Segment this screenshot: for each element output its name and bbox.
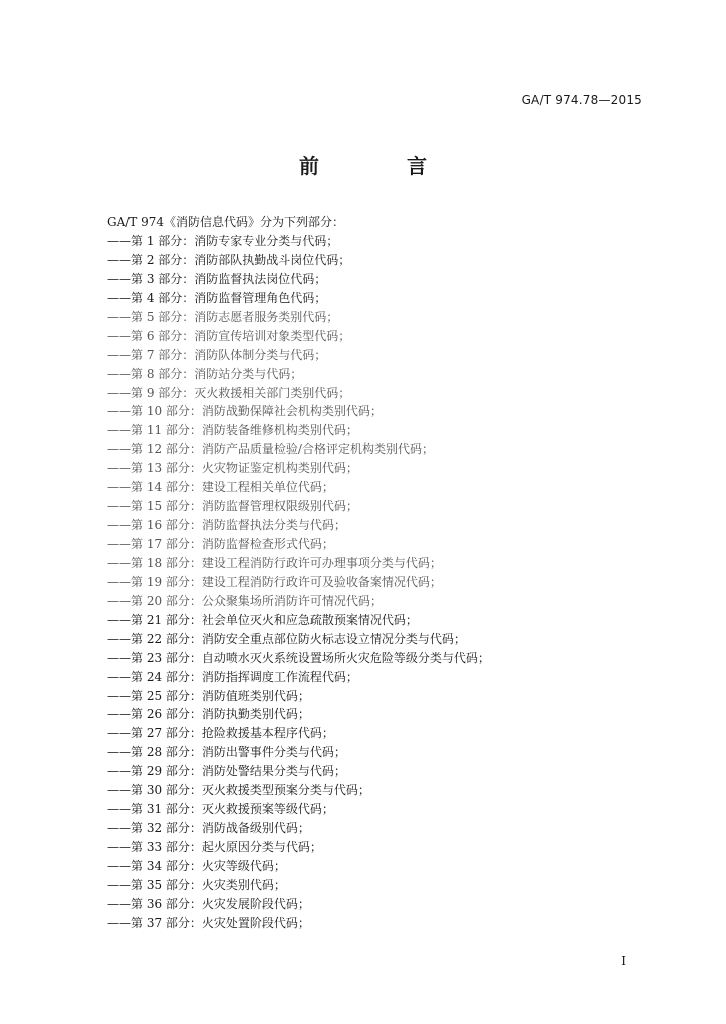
- list-item: ——第 22 部分：消防安全重点部位防火标志设立情况分类与代码；: [107, 631, 466, 646]
- list-item: ——第 30 部分：灭火救援类型预案分类与代码；: [107, 783, 370, 798]
- list-item: ——第 31 部分：灭火救援预案等级代码；: [107, 802, 334, 817]
- list-item: ——第 15 部分：消防监督管理权限级别代码；: [107, 499, 358, 514]
- list-item: ——第 2 部分：消防部队执勤战斗岗位代码；: [107, 252, 351, 267]
- list-item: ——第 16 部分：消防监督执法分类与代码；: [107, 518, 346, 533]
- page-number: I: [621, 954, 626, 968]
- list-item: ——第 23 部分：自动喷水灭火系统设置场所火灾危险等级分类与代码；: [107, 650, 490, 665]
- list-item: ——第 11 部分：消防装备维修机构类别代码；: [107, 423, 358, 438]
- page-title: 前 言: [299, 154, 461, 178]
- list-item: ——第 12 部分：消防产品质量检验/合格评定机构类别代码；: [107, 442, 434, 457]
- list-item: ——第 28 部分：消防出警事件分类与代码；: [107, 745, 346, 760]
- list-item: ——第 18 部分：建设工程消防行政许可办理事项分类与代码；: [107, 555, 442, 570]
- list-item: ——第 29 部分：消防处警结果分类与代码；: [107, 764, 346, 779]
- list-item: ——第 7 部分：消防队体制分类与代码；: [107, 347, 327, 362]
- intro-paragraph: GA/T 974《消防信息代码》分为下列部分：: [107, 215, 345, 229]
- list-item: ——第 8 部分：消防站分类与代码；: [107, 366, 303, 381]
- list-item: ——第 10 部分：消防战勤保障社会机构类别代码；: [107, 404, 382, 419]
- list-item: ——第 27 部分：抢险救援基本程序代码；: [107, 726, 334, 741]
- list-item: ——第 36 部分：火灾发展阶段代码；: [107, 896, 310, 911]
- list-item: ——第 4 部分：消防监督管理角色代码；: [107, 290, 327, 305]
- list-item: ——第 17 部分：消防监督检查形式代码；: [107, 537, 334, 551]
- list-item: ——第 21 部分：社会单位灭火和应急疏散预案情况代码；: [107, 612, 418, 627]
- list-item: ——第 1 部分：消防专家专业分类与代码；: [107, 234, 339, 248]
- list-item: ——第 14 部分：建设工程相关单位代码；: [107, 480, 334, 495]
- list-item: ——第 24 部分：消防指挥调度工作流程代码；: [107, 669, 358, 684]
- list-item: ——第 3 部分：消防监督执法岗位代码；: [107, 271, 327, 286]
- list-item: ——第 25 部分：消防值班类别代码；: [107, 688, 310, 703]
- list-item: ——第 19 部分：建设工程消防行政许可及验收备案情况代码；: [107, 574, 442, 589]
- list-item: ——第 34 部分：火灾等级代码；: [107, 858, 286, 873]
- list-item: ——第 37 部分：火灾处置阶段代码；: [107, 915, 310, 930]
- parts-list: [107, 232, 490, 933]
- list-item: ——第 20 部分：公众聚集场所消防许可情况代码；: [107, 593, 382, 608]
- list-item: ——第 33 部分：起火原因分类与代码；: [107, 840, 322, 854]
- list-item: ——第 26 部分：消防执勤类别代码；: [107, 707, 310, 722]
- list-item: ——第 6 部分：消防宣传培训对象类型代码；: [107, 328, 351, 343]
- list-item: ——第 9 部分：灭火救援相关部门类别代码；: [107, 385, 351, 400]
- list-item: ——第 32 部分：消防战备级别代码；: [107, 821, 310, 836]
- document-code: GA/T 974.78—2015: [521, 93, 642, 107]
- list-item: ——第 13 部分：火灾物证鉴定机构类别代码；: [107, 461, 358, 476]
- list-item: ——第 5 部分：消防志愿者服务类别代码；: [107, 309, 339, 324]
- list-item: ——第 35 部分：火灾类别代码；: [107, 877, 286, 892]
